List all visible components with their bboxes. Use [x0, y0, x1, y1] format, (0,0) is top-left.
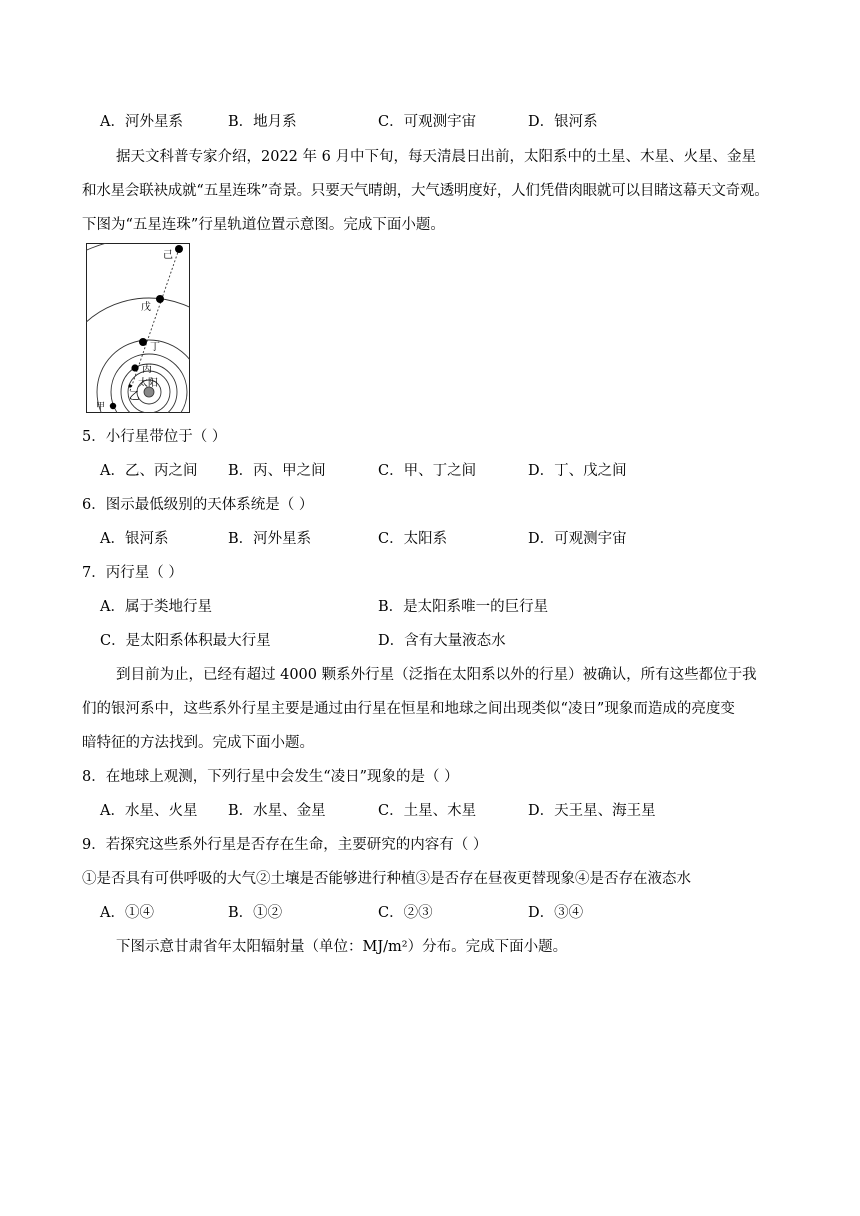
q4-option-b: B．地月系: [228, 114, 297, 130]
planet-ji: [175, 245, 183, 253]
intro1-line-1: 据天文科普专家介绍，2022 年 6 月中下旬，每天清晨日出前，太阳系中的土星、木星、火星、金星: [116, 149, 756, 165]
q7-option-d: D．含有大量液态水: [378, 633, 506, 649]
intro1-line-3: 下图为“五星连珠”行星轨道位置示意图。完成下面小题。: [82, 217, 445, 233]
q8-option-c: C．土星、木星: [378, 803, 477, 819]
label-yi: 乙: [129, 389, 140, 402]
planet-jia: [110, 403, 116, 409]
planet-yi: [128, 384, 131, 387]
q9-option-b: B．①②: [228, 905, 283, 921]
q8-option-b: B．水星、金星: [228, 803, 326, 819]
q8-option-d: D．天王星、海王星: [528, 803, 656, 819]
q9-option-a: A．①④: [100, 905, 154, 921]
label-ding: 丁: [150, 342, 160, 353]
q4-option-c: C．可观测宇宙: [378, 114, 477, 130]
q4-option-a: A．河外星系: [100, 114, 183, 130]
q6-option-b: B．河外星系: [228, 531, 312, 547]
q6-option-a: A．银河系: [100, 531, 169, 547]
q9-option-d: D．③④: [528, 905, 584, 921]
q5-option-c: C．甲、丁之间: [378, 463, 477, 479]
planet-orbit-figure: [86, 243, 190, 413]
label-jia: 甲: [96, 402, 106, 412]
q5-stem: 5．小行星带位于（ ）: [82, 429, 227, 445]
q5-option-b: B．丙、甲之间: [228, 463, 326, 479]
planet-wu: [156, 295, 164, 303]
q8-option-a: A．水星、火星: [100, 803, 198, 819]
q9-stem: 9．若探究这些系外行星是否存在生命，主要研究的内容有（ ）: [82, 837, 488, 853]
label-wu: 戊: [141, 302, 151, 313]
intro2-line-2: 们的银河系中，这些系外行星主要是通过由行星在恒星和地球之间出现类似“凌日”现象而造成的亮度变: [82, 701, 735, 717]
q7-option-b: B．是太阳系唯一的巨行星: [378, 599, 549, 615]
q9-option-c: C．②③: [378, 905, 433, 921]
q5-option-d: D．丁、戊之间: [528, 463, 627, 479]
label-bing: 丙: [142, 364, 152, 375]
q5-option-a: A．乙、丙之间: [100, 463, 198, 479]
q6-stem: 6．图示最低级别的天体系统是（ ）: [82, 497, 314, 513]
intro3-text: 下图示意甘肃省年太阳辐射量（单位：MJ/m²）分布。完成下面小题。: [116, 939, 568, 955]
q7-stem: 7．丙行星（ ）: [82, 565, 183, 581]
intro1-line-2: 和水星会联袂成就“五星连珠”奇景。只要天气晴朗，大气透明度好，人们凭借肉眼就可以目睹这幕天文奇观。: [82, 183, 769, 199]
intro2-line-1: 到目前为止，已经有超过 4000 颗系外行星（泛指在太阳系以外的行星）被确认，所有这些都位于我: [116, 667, 757, 683]
q6-option-d: D．可观测宇宙: [528, 531, 627, 547]
planet-ding: [139, 338, 147, 346]
intro2-line-3: 暗特征的方法找到。完成下面小题。: [82, 735, 314, 751]
planet-bing: [131, 364, 138, 371]
q6-option-c: C．太阳系: [378, 531, 448, 547]
q7-option-a: A．属于类地行星: [100, 599, 212, 615]
label-sun: 太阳: [138, 378, 158, 389]
q8-stem: 8．在地球上观测，下列行星中会发生“凌日”现象的是（ ）: [82, 769, 459, 785]
q7-option-c: C．是太阳系体积最大行星: [100, 633, 271, 649]
label-ji: 己: [163, 250, 173, 261]
q4-option-d: D．银河系: [528, 114, 598, 130]
q9-items: ①是否具有可供呼吸的大气②土壤是否能够进行种植③是否存在昼夜更替现象④是否存在液态水: [82, 871, 691, 887]
